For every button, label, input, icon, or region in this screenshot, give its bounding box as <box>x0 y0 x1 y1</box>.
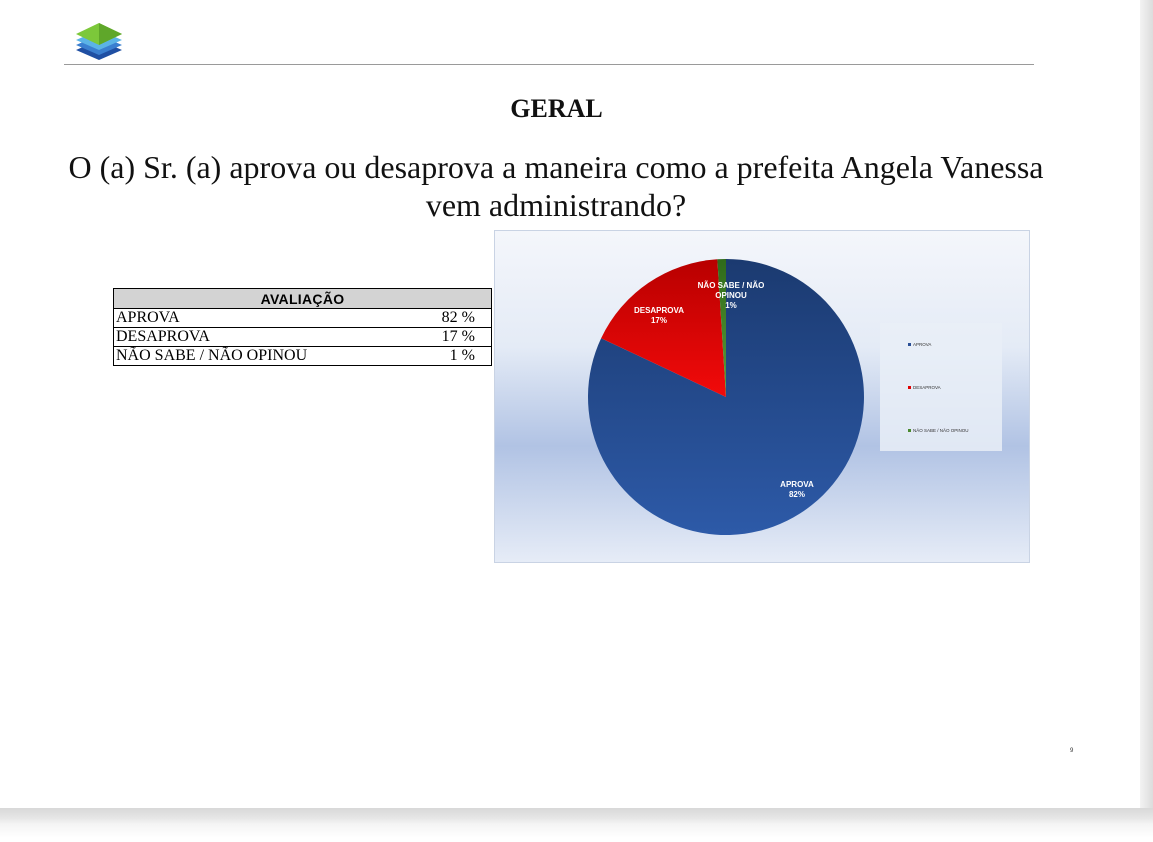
chart-legend <box>880 323 1002 451</box>
data-label: NÃO SABE / NÃO OPINOU 1% <box>697 281 765 310</box>
table-row <box>114 347 492 366</box>
pie-chart-svg <box>495 231 1031 564</box>
page-number: 9 <box>1070 748 1074 754</box>
layers-logo-icon <box>72 20 126 64</box>
survey-question: O (a) Sr. (a) aprova ou desaprova a maneira como a prefeita Angela Vanessa vem administrando? <box>68 149 1044 223</box>
pie-chart <box>494 230 1030 563</box>
row-label: APROVA <box>114 309 413 328</box>
legend-label: DESAPROVA <box>913 385 941 390</box>
legend-swatch <box>908 429 911 432</box>
row-label: NÃO SABE / NÃO OPINOU <box>114 347 413 366</box>
table-row <box>114 309 492 328</box>
row-value: 1 % <box>412 347 491 366</box>
legend-label: APROVA <box>913 342 932 347</box>
legend-swatch <box>908 343 911 346</box>
table-header: AVALIAÇÃO <box>114 289 492 309</box>
viewer-bottom-band <box>0 808 1153 842</box>
data-label: DESAPROVA 17% <box>633 306 685 325</box>
data-label: APROVA 82% <box>780 480 814 499</box>
row-value: 82 % <box>412 309 491 328</box>
table-row <box>114 328 492 347</box>
legend-swatch <box>908 386 911 389</box>
legend-label: NÃO SABE / NÃO OPINOU <box>913 428 969 433</box>
evaluation-table <box>113 288 492 366</box>
row-value: 17 % <box>412 328 491 347</box>
viewer-edge <box>1140 0 1153 842</box>
header-rule <box>64 64 1034 65</box>
row-label: DESAPROVA <box>114 328 413 347</box>
section-title: GERAL <box>510 94 603 123</box>
